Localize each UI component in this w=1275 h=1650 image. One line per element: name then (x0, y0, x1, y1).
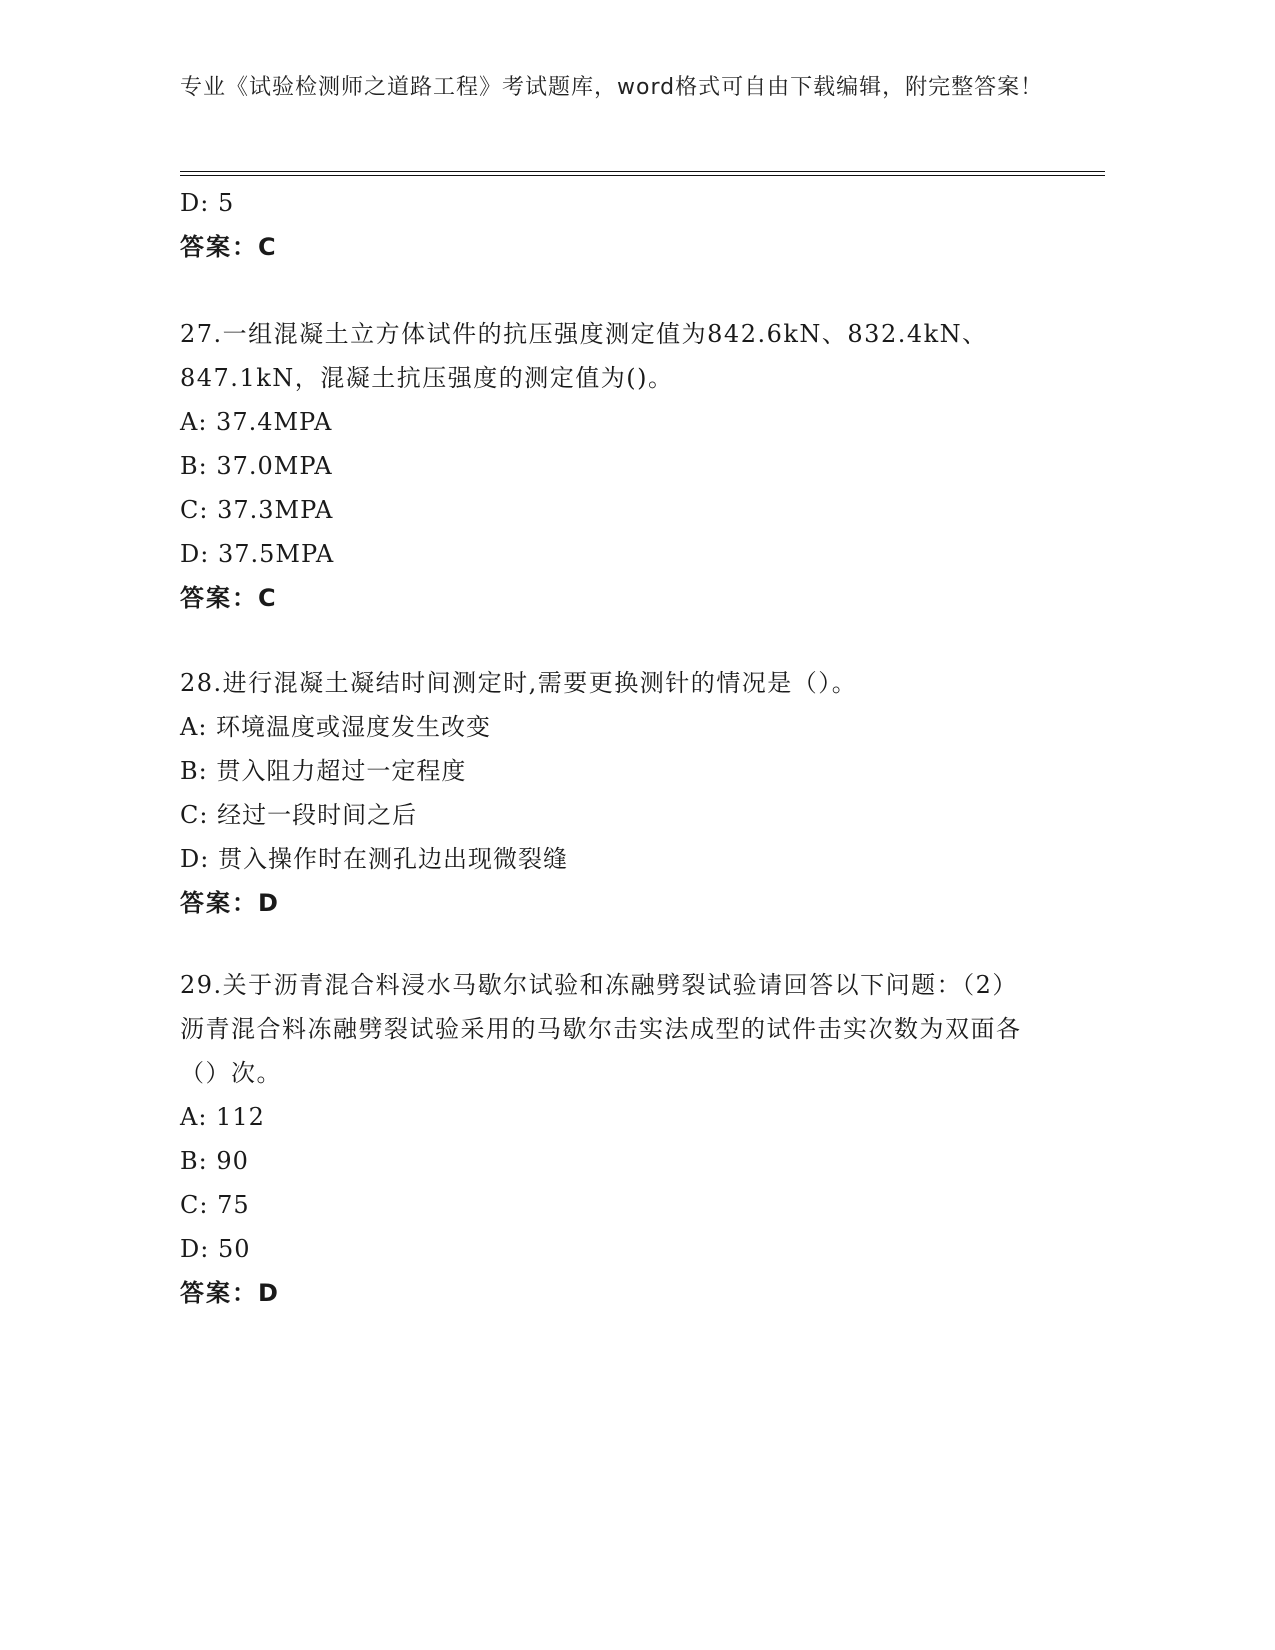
option-a: A: 37.4MPA (180, 408, 333, 436)
header-rule-top (180, 171, 1105, 172)
question-text: 29.关于沥青混合料浸水马歇尔试验和冻融劈裂试验请回答以下问题：（2）沥青混合料冻融劈裂试验采用的马歇尔击实法成型的试件击实次数为双面各（）次。 (180, 971, 1022, 1087)
option-c: C: 37.3MPA (180, 496, 334, 524)
header-text: 专业《试验检测师之道路工程》考试题库，word格式可自由下载编辑，附完整答案！ (180, 75, 1044, 100)
option-a: A: 环境温度或湿度发生改变 (180, 713, 492, 741)
option-b: B: 贯入阻力超过一定程度 (180, 757, 467, 785)
header-rule-bottom (180, 175, 1105, 176)
option-a: A: 112 (180, 1103, 265, 1131)
question-28 (180, 661, 1080, 925)
option-c: C: 经过一段时间之后 (180, 801, 418, 829)
answer: 答案：D (180, 889, 280, 917)
prev-question-tail (180, 181, 1080, 269)
answer: 答案：C (180, 233, 278, 261)
option-c: C: 75 (180, 1191, 250, 1219)
question-text: 27.一组混凝土立方体试件的抗压强度测定值为842.6kN、832.4kN、847.1kN，混凝土抗压强度的测定值为()。 (180, 320, 988, 392)
question-text: 28.进行混凝土凝结时间测定时,需要更换测针的情况是（）。 (180, 669, 858, 697)
option-d: D: 50 (180, 1235, 251, 1263)
option-d: D: 5 (180, 189, 235, 217)
option-b: B: 90 (180, 1147, 249, 1175)
answer: 答案：C (180, 584, 278, 612)
question-27 (180, 312, 1080, 620)
option-d: D: 37.5MPA (180, 540, 335, 568)
answer: 答案：D (180, 1279, 280, 1307)
question-29 (180, 963, 1080, 1315)
option-b: B: 37.0MPA (180, 452, 333, 480)
option-d: D: 贯入操作时在测孔边出现微裂缝 (180, 845, 568, 873)
